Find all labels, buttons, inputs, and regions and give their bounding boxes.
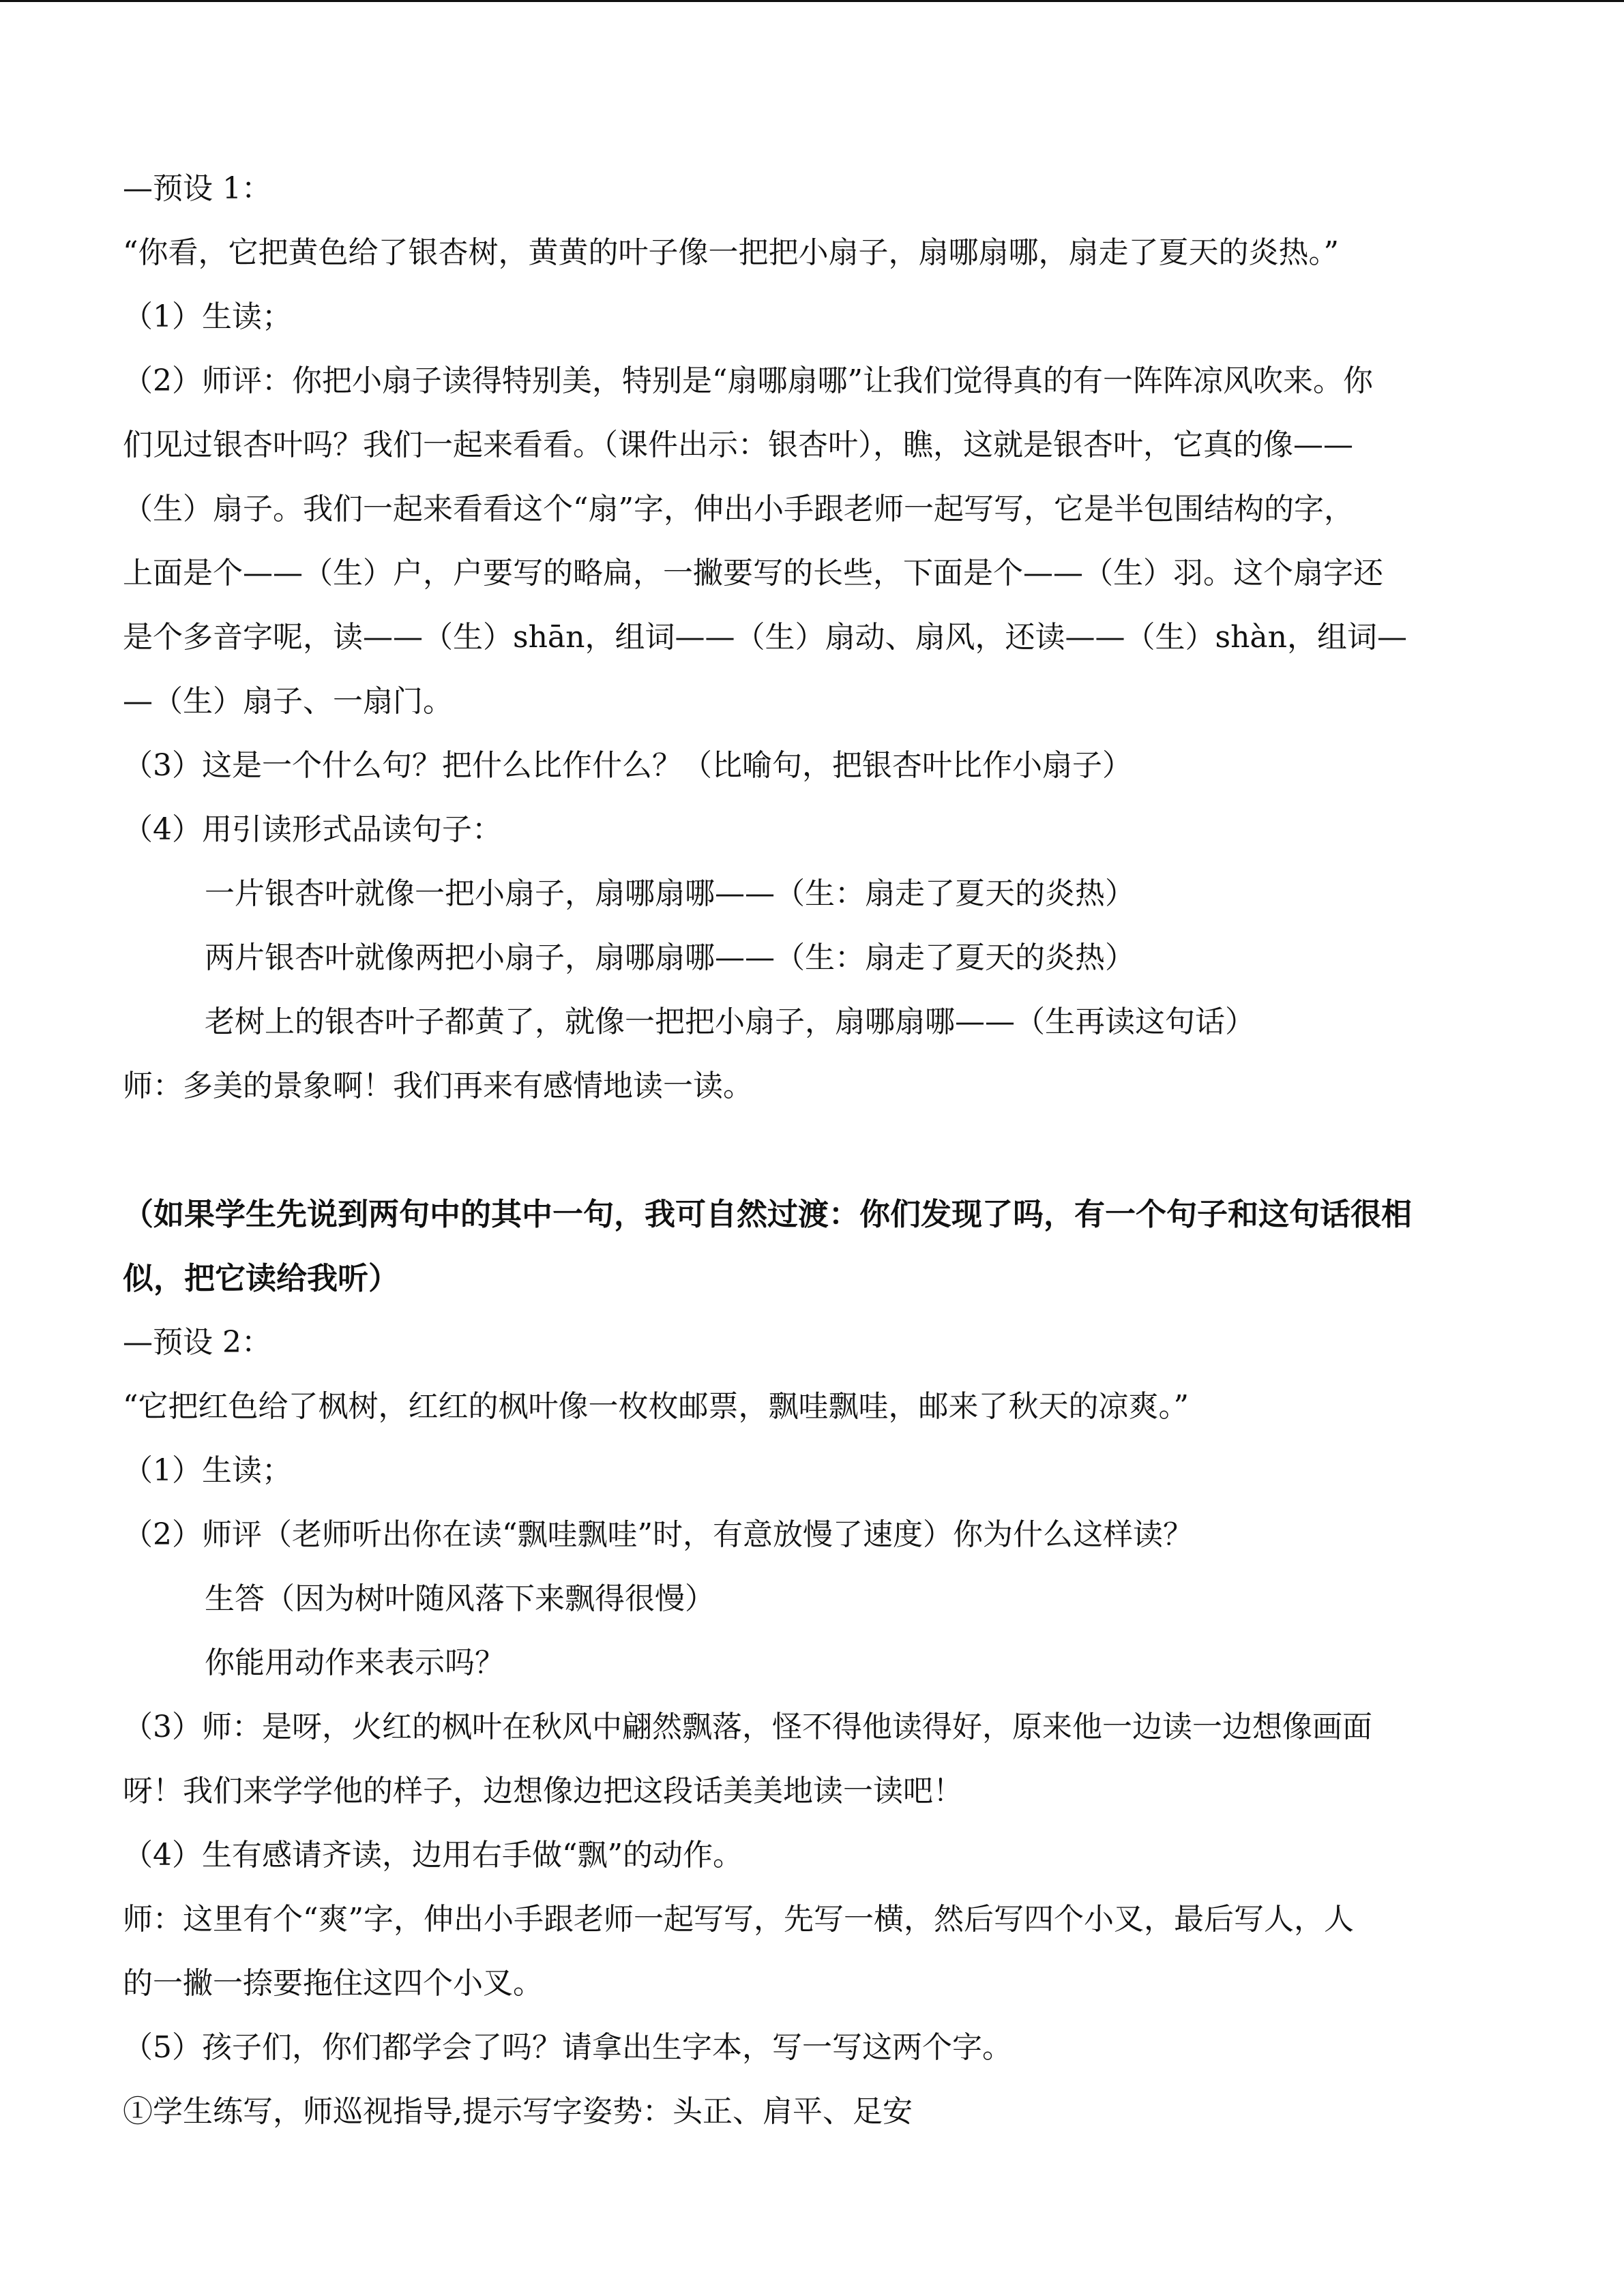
teacher-closing-remark: 师：多美的景象啊！我们再来有感情地读一读。 xyxy=(123,1069,753,1103)
lesson-plan-content xyxy=(123,157,1528,2144)
teacher-character-line: 师：这里有个“爽”字，伸出小手跟老师一起写写，先写一横，然后写四个小叉，最后写人，人 xyxy=(123,1902,1354,1937)
preset-2-step-1: （1）生读； xyxy=(123,1453,292,1488)
preset-1-step-2-line: 是个多音字呢，读——（生）shān，组词——（生）扇动、扇风，还读——（生）shàn，组词— xyxy=(123,620,1407,655)
preset-1-step-1: （1）生读； xyxy=(123,299,292,334)
preset-1-step-2-line: （生）扇子。我们一起来看看这个“扇”字，伸出小手跟老师一起写写，它是半包围结构的字， xyxy=(123,492,1354,526)
lead-read-line: 两片银杏叶就像两把小扇子，扇哪扇哪——（生：扇走了夏天的炎热） xyxy=(205,940,1135,975)
preset-1-quote: “你看，它把黄色给了银杏树，黄黄的叶子像一把把小扇子，扇哪扇哪，扇走了夏天的炎热。” xyxy=(123,235,1339,270)
preset-2-step-5: （5）孩子们，你们都学会了吗？请拿出生字本，写一写这两个字。 xyxy=(123,2030,1012,2065)
student-answer: 生答（因为树叶随风落下来飘得很慢） xyxy=(205,1581,715,1616)
preset-1-step-3: （3）这是一个什么句？把什么比作什么？（比喻句，把银杏叶比作小扇子） xyxy=(123,748,1132,783)
preset-1-step-4: （4）用引读形式品读句子： xyxy=(123,812,502,847)
preset-1-step-2-line: 上面是个——（生）户，户要写的略扁，一撇要写的长些，下面是个——（生）羽。这个扇字还 xyxy=(123,556,1383,591)
transition-note-line: 似，把它读给我听） xyxy=(123,1260,400,1296)
preset-1-step-2-line: 们见过银杏叶吗？我们一起来看看。（课件出示：银杏叶），瞧，这就是银杏叶，它真的像—— xyxy=(123,428,1353,462)
preset-2-step-4: （4）生有感请齐读，边用右手做“飘”的动作。 xyxy=(123,1838,743,1873)
teacher-character-line: 的一撇一捺要拖住这四个小叉。 xyxy=(123,1966,543,2001)
preset-2-label: —预设 2： xyxy=(123,1325,271,1360)
preset-1-label: —预设 1： xyxy=(123,171,271,206)
preset-2-step-3-line: 呀！我们来学学他的样子，边想像边把这段话美美地读一读吧！ xyxy=(123,1774,963,1808)
preset-1-step-2-line: —（生）扇子、一扇门。 xyxy=(123,684,453,719)
preset-2-quote: “它把红色给了枫树，红红的枫叶像一枚枚邮票，飘哇飘哇，邮来了秋天的凉爽。” xyxy=(123,1389,1189,1424)
preset-2-step-2: （2）师评（老师听出你在读“飘哇飘哇”时，有意放慢了速度）你为什么这样读？ xyxy=(123,1517,1193,1552)
paragraph-spacer xyxy=(123,1118,1528,1182)
followup-question: 你能用动作来表示吗？ xyxy=(205,1645,505,1680)
preset-2-step-3-line: （3）师：是呀，火红的枫叶在秋风中翩然飘落，怪不得他读得好，原来他一边读一边想像画面 xyxy=(123,1710,1372,1744)
top-border-line xyxy=(0,0,1624,2)
preset-1-step-2-line: （2）师评：你把小扇子读得特别美，特别是“扇哪扇哪”让我们觉得真的有一阵阵凉风吹来。你 xyxy=(123,363,1373,398)
lead-read-line: 一片银杏叶就像一把小扇子，扇哪扇哪——（生：扇走了夏天的炎热） xyxy=(205,876,1135,911)
lead-read-line: 老树上的银杏叶子都黄了，就像一把把小扇子，扇哪扇哪——（生再读这句话） xyxy=(205,1004,1255,1039)
transition-note-line: （如果学生先说到两句中的其中一句，我可自然过渡：你们发现了吗，有一个句子和这句话很相 xyxy=(123,1196,1413,1232)
practice-instruction: ①学生练写，师巡视指导,提示写字姿势：头正、肩平、足安 xyxy=(123,2094,913,2129)
